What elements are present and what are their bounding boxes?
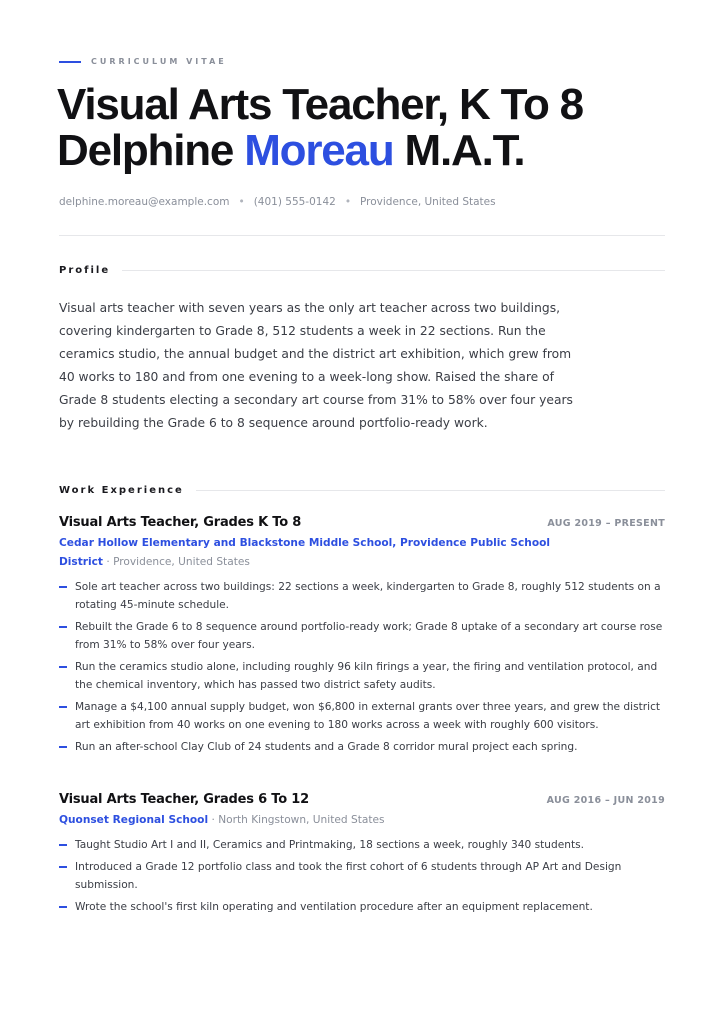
bullet-text: Wrote the school's first kiln operating and ventilation procedure after an equipment replacement. [75, 901, 593, 913]
job-title: Visual Arts Teacher, Grades K To 8 [59, 515, 302, 530]
eyebrow [59, 57, 227, 66]
contact-separator: • [344, 196, 352, 208]
experience-section-heading [59, 485, 665, 496]
contact-location: Providence, United States [360, 196, 496, 208]
name-first: Delphine [57, 126, 234, 175]
list-item [59, 858, 665, 894]
profile-text: Visual arts teacher with seven years as the only art teacher across two buildings, covering kindergarten to Grade 8, 512 students a week in 22 sections. Run the ceramics studio, the annual budget and the district art exhibition, which grew from 40 works to 180 and from one evening to a week-long show. Raised the share of Grade 8 students electing a secondary art course from 31% to 58% over four years by rebuilding the Grade 6 to 8 sequence around portfolio-ready work. [59, 301, 573, 430]
header-divider [59, 235, 665, 236]
contact-line [59, 196, 496, 208]
bullet-dash-icon [59, 746, 67, 748]
section-rule [122, 270, 665, 271]
list-item [59, 898, 665, 916]
eyebrow-label: CURRICULUM VITAE [91, 57, 227, 66]
experience-heading: Work Experience [59, 485, 184, 496]
bullet-text: Taught Studio Art I and II, Ceramics and Printmaking, 18 sections a week, roughly 340 students. [75, 839, 584, 851]
title-name [57, 128, 583, 174]
job-title: Visual Arts Teacher, Grades 6 To 12 [59, 792, 309, 807]
job-bullets [59, 836, 665, 916]
job-dates: AUG 2019 – PRESENT [547, 518, 665, 529]
name-last: Moreau [244, 126, 394, 175]
bullet-dash-icon [59, 844, 67, 846]
job-entry [59, 515, 665, 760]
bullet-text: Manage a $4,100 annual supply budget, won $6,800 in external grants over three years, and grew the district art exhibition from 40 works on one evening to 180 works across a week with roughly 600 visitors. [75, 701, 661, 731]
page-title [57, 82, 583, 174]
job-header [59, 515, 665, 530]
bullet-dash-icon [59, 626, 67, 628]
list-item [59, 618, 665, 654]
bullet-text: Rebuilt the Grade 6 to 8 sequence around portfolio-ready work; Grade 8 uptake of a secondary art course rose from 31% to 58% over four years. [75, 621, 663, 651]
bullet-dash-icon [59, 706, 67, 708]
job-organization: Cedar Hollow Elementary and Blackstone Middle School, Providence Public School District [59, 537, 551, 568]
list-item [59, 658, 665, 694]
job-employer [59, 811, 579, 830]
list-item [59, 836, 665, 854]
bullet-dash-icon [59, 666, 67, 668]
name-suffix: M.A.T. [404, 126, 525, 175]
bullet-text: Run an after-school Clay Club of 24 students and a Grade 8 corridor mural project each spring. [75, 741, 578, 753]
contact-phone[interactable]: (401) 555-0142 [253, 196, 336, 208]
bullet-text: Introduced a Grade 12 portfolio class and took the first cohort of 6 students through AP Art and Design submission. [75, 861, 622, 891]
job-location: · Providence, United States [103, 556, 250, 568]
bullet-text: Sole art teacher across two buildings: 22 sections a week, kindergarten to Grade 8, roughly 512 students on a rotating 45-minute schedule. [75, 581, 661, 611]
contact-separator: • [238, 196, 245, 208]
profile-heading: Profile [59, 265, 111, 276]
list-item [59, 738, 665, 756]
contact-email[interactable]: delphine.moreau@example.com [59, 196, 230, 208]
job-dates: AUG 2016 – JUN 2019 [546, 795, 665, 806]
bullet-text: Run the ceramics studio alone, including roughly 96 kiln firings a year, the firing and ventilation protocol, and the chemical inventory, which has passed two district safety audits. [75, 661, 658, 691]
job-header [59, 792, 665, 807]
bullet-dash-icon [59, 866, 67, 868]
list-item [59, 698, 665, 734]
job-entry [59, 792, 665, 920]
eyebrow-rule [59, 61, 81, 63]
job-bullets [59, 578, 665, 756]
profile-section-heading [59, 265, 665, 276]
bullet-dash-icon [59, 586, 67, 588]
bullet-dash-icon [59, 906, 67, 908]
title-role: Visual Arts Teacher, K To 8 [57, 80, 583, 129]
list-item [59, 578, 665, 614]
job-organization: Quonset Regional School [59, 814, 209, 826]
job-location: · North Kingstown, United States [208, 814, 385, 826]
job-employer [59, 534, 579, 572]
section-rule [196, 490, 665, 491]
